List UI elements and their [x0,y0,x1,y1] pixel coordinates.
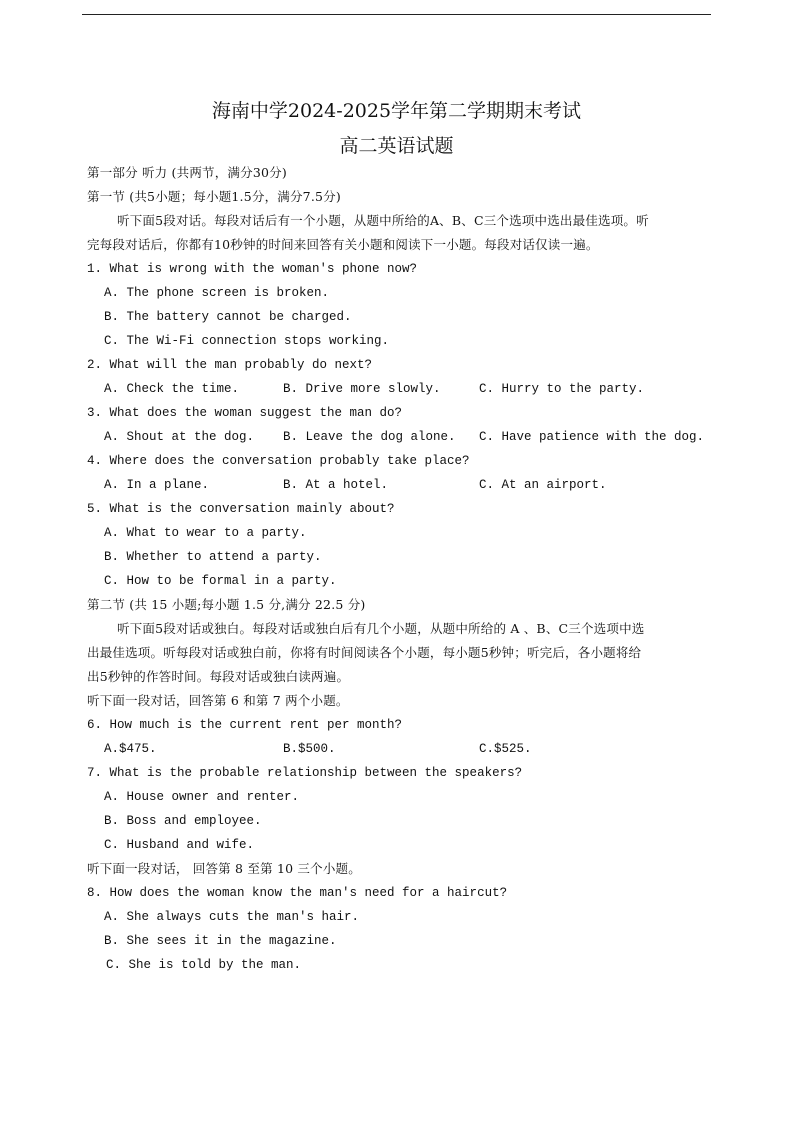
exam-title: 海南中学2024-2025学年第二学期期末考试 [211,100,582,122]
section1-intro-line1: 听下面5段对话。每段对话后有一个小题，从题中所给的A、B、C三个选项中选出最佳选项。听 [117,213,649,228]
section2-intro-line2: 出最佳选项。听每段对话或独白前，你将有时间阅读各个小题，每小题5秒钟；听完后，各小题将给 [87,645,642,660]
question-3-stem: 3. What does the woman suggest the man do? [87,406,403,420]
exam-subtitle: 高二英语试题 [339,135,454,157]
question-8-option-c: C. She is told by the man. [106,958,302,972]
question-4-stem: 4. Where does the conversation probably take place? [87,454,470,468]
section1-intro-line2: 完每段对话后，你都有10秒钟的时间来回答有关小题和阅读下一小题。每段对话仅读一遍。 [87,237,599,252]
question-7-stem: 7. What is the probable relationship between the speakers? [87,766,523,780]
question-7-option-a: A. House owner and renter. [104,790,300,804]
question-1-option-b: B. The battery cannot be charged. [104,310,352,324]
section2-intro-line1: 听下面5段对话或独白。每段对话或独白后有几个小题，从题中所给的 A 、B、C三个选项中选 [117,621,645,636]
question-1-option-a: A. The phone screen is broken. [104,286,330,300]
question-5-option-a: A. What to wear to a party. [104,526,307,540]
question-2-option-a: A. Check the time. [104,382,240,396]
question-5-option-b: B. Whether to attend a party. [104,550,322,564]
section2-heading: 第二节 (共 15 小题;每小题 1.5 分,满分 22.5 分) [87,597,366,612]
question-8-option-b: B. She sees it in the magazine. [104,934,337,948]
question-7-option-b: B. Boss and employee. [104,814,262,828]
question-8-stem: 8. How does the woman know the man's need for a haircut? [87,886,508,900]
question-6-option-a: A.$475. [104,742,157,756]
question-6-option-b: B.$500. [283,742,336,756]
question-3-option-b: B. Leave the dog alone. [283,430,456,444]
question-1-stem: 1. What is wrong with the woman's phone now? [87,262,418,276]
question-4-option-a: A. In a plane. [104,478,210,492]
group1-heading: 听下面一段对话，回答第 6 和第 7 两个小题。 [87,693,349,708]
question-3-option-a: A. Shout at the dog. [104,430,255,444]
question-6-option-c: C.$525. [479,742,532,756]
question-5-stem: 5. What is the conversation mainly about? [87,502,395,516]
question-6-stem: 6. How much is the current rent per month? [87,718,403,732]
question-2-stem: 2. What will the man probably do next? [87,358,373,372]
question-2-option-c: C. Hurry to the party. [479,382,645,396]
question-2-option-b: B. Drive more slowly. [283,382,441,396]
question-4-option-b: B. At a hotel. [283,478,389,492]
section2-intro-line3: 出5秒钟的作答时间。每段对话或独白读两遍。 [87,669,350,684]
group2-heading: 听下面一段对话， 回答第 8 至第 10 三个小题。 [87,861,361,876]
question-7-option-c: C. Husband and wife. [104,838,255,852]
question-8-option-a: A. She always cuts the man's hair. [104,910,360,924]
question-5-option-c: C. How to be formal in a party. [104,574,337,588]
question-1-option-c: C. The Wi-Fi connection stops working. [104,334,390,348]
section1-heading: 第一节 (共5小题；每小题1.5分，满分7.5分) [87,189,341,204]
question-3-option-c: C. Have patience with the dog. [479,430,705,444]
part1-heading: 第一部分 听力 (共两节，满分30分) [87,165,287,180]
header-rule [82,14,711,15]
question-4-option-c: C. At an airport. [479,478,607,492]
